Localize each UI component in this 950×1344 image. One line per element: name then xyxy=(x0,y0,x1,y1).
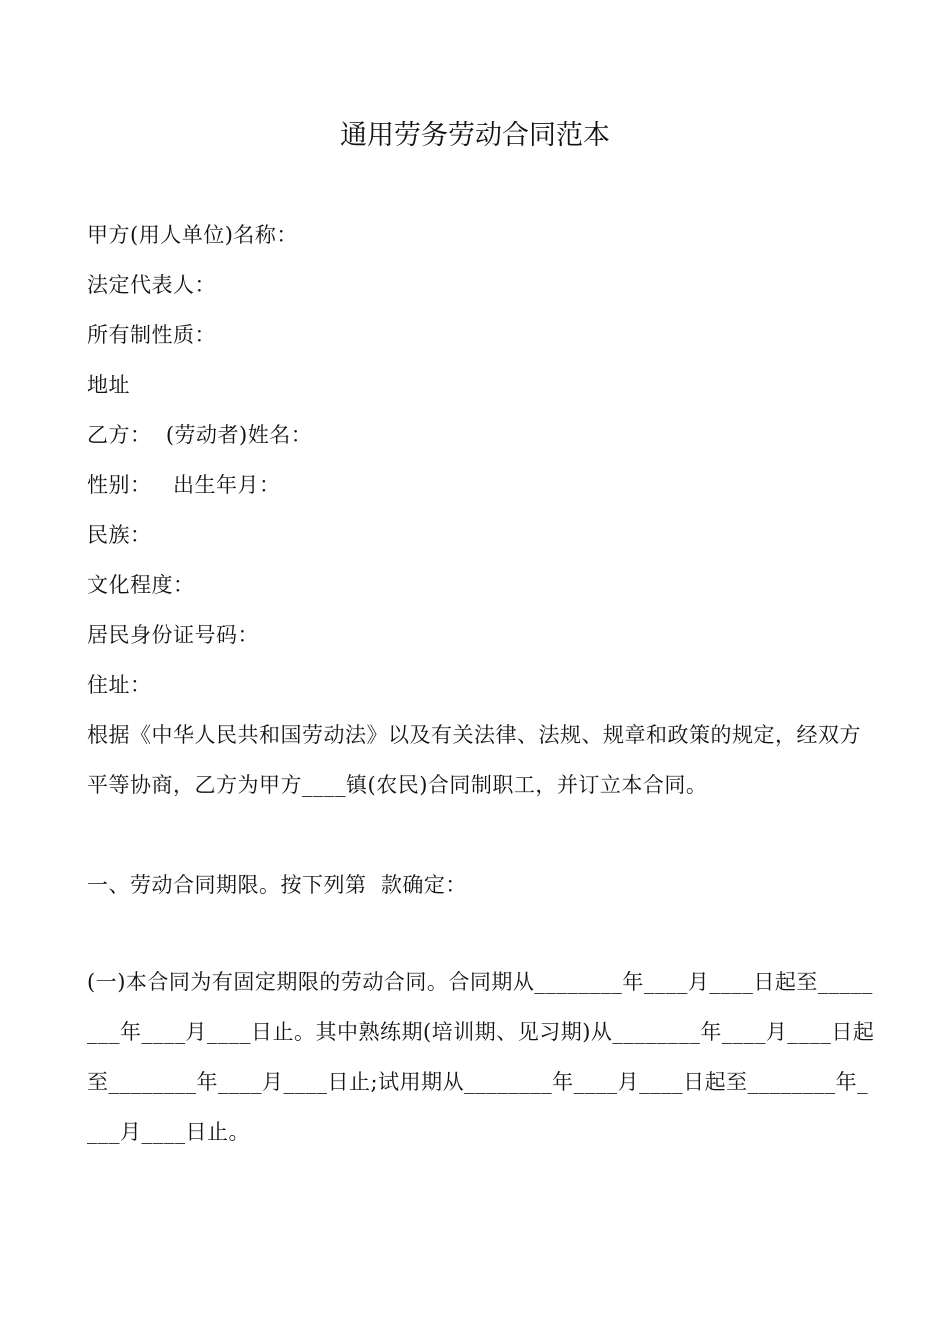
field-legal-representative: 法定代表人： xyxy=(87,273,216,297)
field-education: 文化程度： xyxy=(87,573,195,597)
field-gender-birth: 性别： 出生年月： xyxy=(87,473,281,497)
field-residence: 住址： xyxy=(87,673,152,697)
field-employee-name: 乙方： (劳动者)姓名： xyxy=(87,423,313,447)
field-employer-name: 甲方(用人单位)名称： xyxy=(87,223,298,247)
section-1-item-1: (一)本合同为有固定期限的劳动合同。合同期从________年____月____日起至________年____月____日止。其中熟练期(培训期、见习期)从________年____月____日起至________年____月____日止;试用期从________年____月____日起至________年____月____日止。 xyxy=(87,970,875,1144)
document-title: 通用劳务劳动合同范本 xyxy=(340,120,610,151)
field-ownership-type: 所有制性质： xyxy=(87,323,216,347)
preamble-paragraph: 根据《中华人民共和国劳动法》以及有关法律、法规、规章和政策的规定，经双方平等协商，乙方为甲方____镇(农民)合同制职工，并订立本合同。 xyxy=(87,723,861,797)
field-ethnicity: 民族： xyxy=(87,523,152,547)
field-id-number: 居民身份证号码： xyxy=(87,623,259,647)
field-address: 地址 xyxy=(87,373,130,397)
section-1-heading: 一、劳动合同期限。按下列第 款确定： xyxy=(87,873,467,897)
